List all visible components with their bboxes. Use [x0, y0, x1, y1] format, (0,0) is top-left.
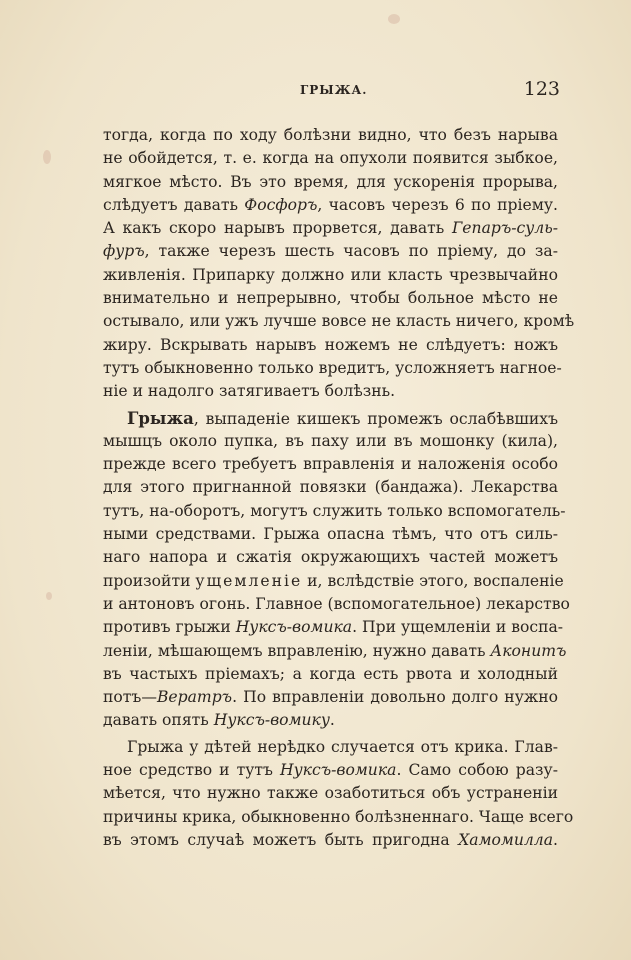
text-segment: мѣется, что нужно также озаботиться объ устраненіи [103, 784, 558, 803]
text-line [103, 407, 558, 430]
text-segment: . При ущемленіи и воспа- [352, 618, 564, 637]
text-segment: произойти [103, 571, 196, 590]
text-line [103, 217, 558, 240]
italic-remedy-name: Аконитъ [490, 641, 567, 660]
text-segment: тутъ, на-оборотъ, могутъ служить только вспомогатель- [103, 501, 566, 520]
text-segment: . Само собою разу- [396, 761, 558, 780]
text-line [103, 616, 564, 639]
text-segment: леніи, мѣшающемъ вправленію, нужно давать [103, 641, 491, 660]
text-segment: внимательно и непрерывно, чтобы больное мѣсто не [103, 289, 558, 308]
paper-stain [46, 592, 52, 600]
text-segment: потъ— [103, 688, 157, 707]
text-line [103, 570, 564, 593]
paper-stain [388, 14, 400, 24]
text-line [103, 287, 558, 310]
text-segment: Грыжа у дѣтей нерѣдко случается отъ крика. Глав- [127, 737, 558, 756]
text-line [103, 782, 558, 805]
italic-remedy-name: Вератръ [156, 688, 233, 707]
text-segment: тогда, когда по ходу болѣзни видно, что безъ нарыва [103, 126, 558, 144]
text-segment: и антоновъ огонь. Главное (вспомогательное) лекарство [103, 594, 570, 613]
spaced-term: ущемленіе [195, 571, 303, 590]
text-line [103, 147, 558, 170]
italic-remedy-name: Нуксъ-вомику [213, 711, 330, 730]
text-line [103, 194, 558, 217]
text-line [103, 736, 558, 759]
text-line [103, 640, 567, 663]
page-body-text [103, 124, 575, 852]
text-line [103, 806, 574, 829]
text-segment: наго напора и сжатія окружающихъ частей можетъ [103, 548, 558, 567]
text-line [103, 476, 558, 499]
text-segment: давать опять [103, 711, 214, 730]
text-segment: мягкое мѣсто. Въ это время, для ускоренія прорыва, [103, 172, 558, 191]
italic-remedy-name: Гепаръ-суль- [451, 219, 558, 238]
text-segment: не обойдется, т. е. когда на опухоли появится зыбкое, [103, 149, 558, 168]
text-line [103, 171, 558, 194]
text-line [103, 240, 558, 263]
italic-remedy-name: Нуксъ-вомика [280, 761, 397, 780]
text-line [103, 453, 558, 476]
page-header [100, 78, 560, 102]
italic-remedy-name: Хамомилла [458, 830, 554, 849]
text-segment: . По вправленіи довольно долго нужно [232, 688, 558, 707]
text-segment: прежде всего требуетъ вправленія и наложенія особо [103, 455, 558, 474]
text-segment: , часовъ черезъ 6 по пріему. [317, 195, 558, 214]
text-line [103, 663, 558, 686]
text-line [103, 546, 558, 569]
text-segment: . [329, 711, 335, 730]
text-line [103, 829, 558, 852]
text-line [103, 430, 558, 453]
text-line [103, 759, 558, 782]
text-line [103, 357, 562, 380]
text-segment: ными средствами. Грыжа опасна тѣмъ, что отъ силь- [103, 525, 558, 544]
paper-stain [43, 150, 51, 164]
text-line [103, 686, 558, 709]
running-head: ГРЫЖА. [300, 83, 368, 97]
text-line [103, 334, 558, 357]
text-line [103, 310, 575, 333]
text-segment: тутъ обыкновенно только вредитъ, усложняетъ нагное- [103, 358, 562, 377]
text-segment: въ частыхъ пріемахъ; а когда есть рвота и холодный [103, 664, 558, 683]
text-segment: ное средство и тутъ [103, 761, 281, 780]
text-line [103, 500, 566, 523]
text-line [103, 523, 558, 546]
text-line [103, 124, 558, 147]
italic-remedy-name: фуръ [103, 242, 145, 261]
text-segment: остывало, или ужъ лучше вовсе не класть ничего, кромѣ [103, 312, 575, 331]
text-segment: мышцъ около пупка, въ паху или въ мошонку (кила), [103, 431, 558, 450]
text-segment: ніе и надолго затягиваетъ болѣзнь. [103, 382, 396, 401]
text-segment: живленія. Припарку должно или класть чрезвычайно [103, 265, 558, 284]
text-line [103, 380, 558, 403]
text-segment: и, вслѣдствіе этого, воспаленіе [302, 571, 564, 590]
text-line [103, 264, 558, 287]
italic-remedy-name: Нуксъ-вомика [235, 618, 353, 637]
text-segment: противъ грыжи [103, 618, 236, 637]
text-segment: причины крика, обыкновенно болѣзненнаго. Чаще всего [103, 807, 574, 826]
text-segment: , также черезъ шесть часовъ по пріему, до за- [144, 242, 558, 261]
text-line [103, 593, 570, 616]
text-line [103, 709, 558, 732]
page-number: 123 [523, 78, 560, 100]
text-segment: , выпаденіе кишекъ промежъ ослабѣвшихъ [193, 409, 558, 428]
text-segment: . [553, 830, 558, 849]
text-segment: жиру. Вскрывать нарывъ ножемъ не слѣдуетъ: ножъ [103, 335, 558, 354]
text-segment: А какъ скоро нарывъ прорвется, давать [103, 219, 452, 238]
text-segment: для этого пригнанной повязки (бандажа). Лекарства [103, 478, 558, 497]
text-segment: въ этомъ случаѣ можетъ быть пригодна [103, 830, 459, 849]
section-term: Грыжа [127, 408, 194, 428]
text-segment: слѣдуетъ давать [103, 195, 245, 214]
italic-remedy-name: Фосфоръ [244, 195, 318, 214]
